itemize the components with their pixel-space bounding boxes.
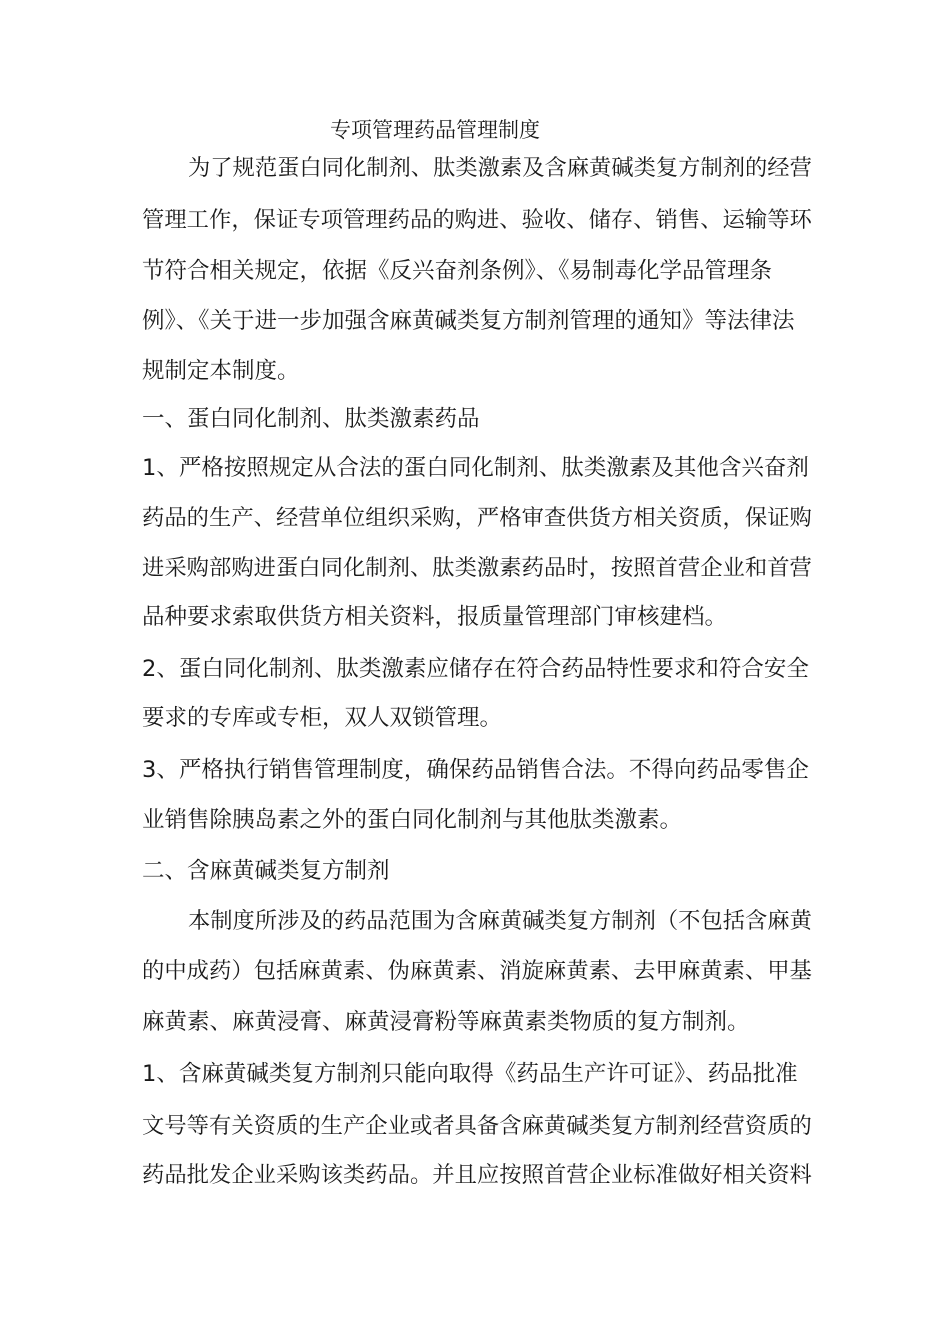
paragraph-line: 本制度所涉及的药品范围为含麻黄碱类复方制剂（不包括含麻黄 [188,908,812,934]
paragraph-line: 药品批发企业采购该类药品。并且应按照首营企业标准做好相关资料 [142,1162,812,1188]
paragraph-line: 3、严格执行销售管理制度，确保药品销售合法。不得向药品零售企 [142,757,809,783]
paragraph-line: 规制定本制度。 [142,358,300,384]
paragraph-line: 要求的专库或专柜，双人双锁管理。 [142,705,503,731]
paragraph-line: 麻黄素、麻黄浸膏、麻黄浸膏粉等麻黄素类物质的复方制剂。 [142,1009,750,1035]
paragraph-line: 1、含麻黄碱类复方制剂只能向取得《药品生产许可证》、药品批准 [142,1061,798,1087]
paragraph-line: 文号等有关资质的生产企业或者具备含麻黄碱类复方制剂经营资质的 [142,1113,812,1139]
paragraph-line: 业销售除胰岛素之外的蛋白同化制剂与其他肽类激素。 [142,807,683,833]
paragraph-line: 进采购部购进蛋白同化制剂、肽类激素药品时，按照首营企业和首营 [142,555,812,581]
paragraph-line: 药品的生产、经营单位组织采购，严格审查供货方相关资质，保证购 [142,505,812,531]
paragraph-line: 的中成药）包括麻黄素、伪麻黄素、消旋麻黄素、去甲麻黄素、甲基 [142,958,812,984]
paragraph-line: 节符合相关规定，依据《反兴奋剂条例》、《易制毒化学品管理条 [142,258,773,284]
paragraph-line: 例》、《关于进一步加强含麻黄碱类复方制剂管理的通知》等法律法 [142,308,795,334]
paragraph-line: 管理工作，保证专项管理药品的购进、验收、储存、销售、运输等环 [142,207,812,233]
section-heading: 一、蛋白同化制剂、肽类激素药品 [142,406,480,432]
paragraph-line: 品种要求索取供货方相关资料，报质量管理部门审核建档。 [142,604,728,630]
paragraph-line: 1、严格按照规定从合法的蛋白同化制剂、肽类激素及其他含兴奋剂 [142,455,809,481]
paragraph-line: 2、蛋白同化制剂、肽类激素应储存在符合药品特性要求和符合安全 [142,656,809,682]
paragraph-line: 为了规范蛋白同化制剂、肽类激素及含麻黄碱类复方制剂的经营 [188,155,812,181]
section-heading: 二、含麻黄碱类复方制剂 [142,858,390,884]
document-title: 专项管理药品管理制度 [330,118,540,142]
